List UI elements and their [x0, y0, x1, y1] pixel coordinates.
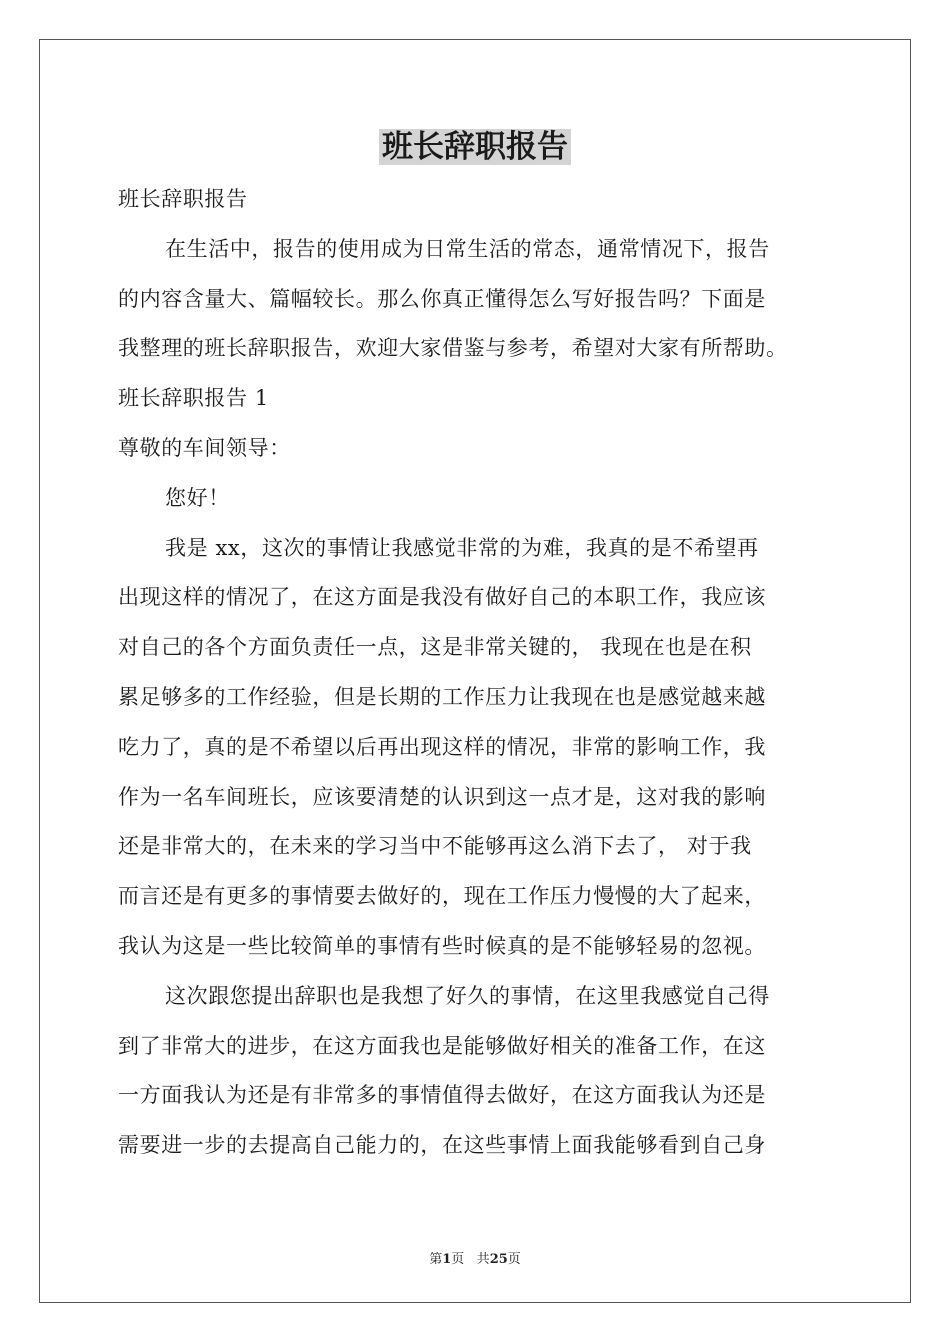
text-line: 吃力了，真的是不希望以后再出现这样的情况，非常的影响工作，我: [118, 734, 766, 759]
page-total: 25: [489, 1252, 508, 1267]
text-line: 累足够多的工作经验，但是长期的工作压力让我现在也是感觉越来越: [118, 684, 766, 709]
document-title: [0, 122, 950, 172]
text-line: 需要进一步的去提高自己能力的，在这些事情上面我能够看到自己身: [118, 1133, 766, 1158]
text-line: 作为一名车间班长，应该要清楚的认识到这一点才是，这对我的影响: [118, 784, 766, 809]
text-line: 到了非常大的进步，在这方面我也是能够做好相关的准备工作，在这: [118, 1033, 766, 1058]
page-prefix: 第: [429, 1252, 443, 1267]
page-current: 1: [442, 1252, 452, 1267]
text-line: 的内容含量大、篇幅较长。那么你真正懂得怎么写好报告吗？下面是: [118, 286, 766, 311]
total-unit: 页: [507, 1252, 521, 1267]
text-line: 而言还是有更多的事情要去做好的，现在工作压力慢慢的大了起来，: [118, 884, 766, 909]
text-line: 对自己的各个方面负责任一点，这是非常关键的， 我现在也是在积: [118, 635, 752, 660]
text-line: 一方面我认为还是有非常多的事情值得去做好，在这方面我认为还是: [118, 1083, 766, 1108]
text-line: 在生活中，报告的使用成为日常生活的常态，通常情况下，报告: [165, 236, 770, 261]
text-line: 班长辞职报告: [118, 187, 248, 211]
text-line: 还是非常大的，在未来的学习当中不能够再这么消下去了， 对于我: [118, 834, 752, 859]
text-line: 这次跟您提出辞职也是我想了好久的事情，在这里我感觉自己得: [165, 983, 770, 1008]
text-line: 我是 xx，这次的事情让我感觉非常的为难，我真的是不希望再: [165, 535, 759, 560]
total-prefix: 共: [476, 1252, 490, 1267]
text-line: 我认为这是一些比较简单的事情有些时候真的是不能够轻易的忽视。: [118, 933, 766, 958]
text-line: 班长辞职报告 1: [118, 386, 269, 411]
text-line: 尊敬的车间领导：: [118, 435, 291, 460]
page-footer: [0, 1248, 950, 1267]
text-line: 我整理的班长辞职报告，欢迎大家借鉴与参考，希望对大家有所帮助。: [118, 336, 788, 361]
document-body: [118, 175, 838, 1171]
text-line: 您好！: [165, 485, 230, 510]
page-unit: 页: [451, 1252, 465, 1267]
text-line: 出现这样的情况了，在这方面是我没有做好自己的本职工作，我应该: [118, 585, 766, 610]
document-title-text: 班长辞职报告: [379, 129, 571, 165]
